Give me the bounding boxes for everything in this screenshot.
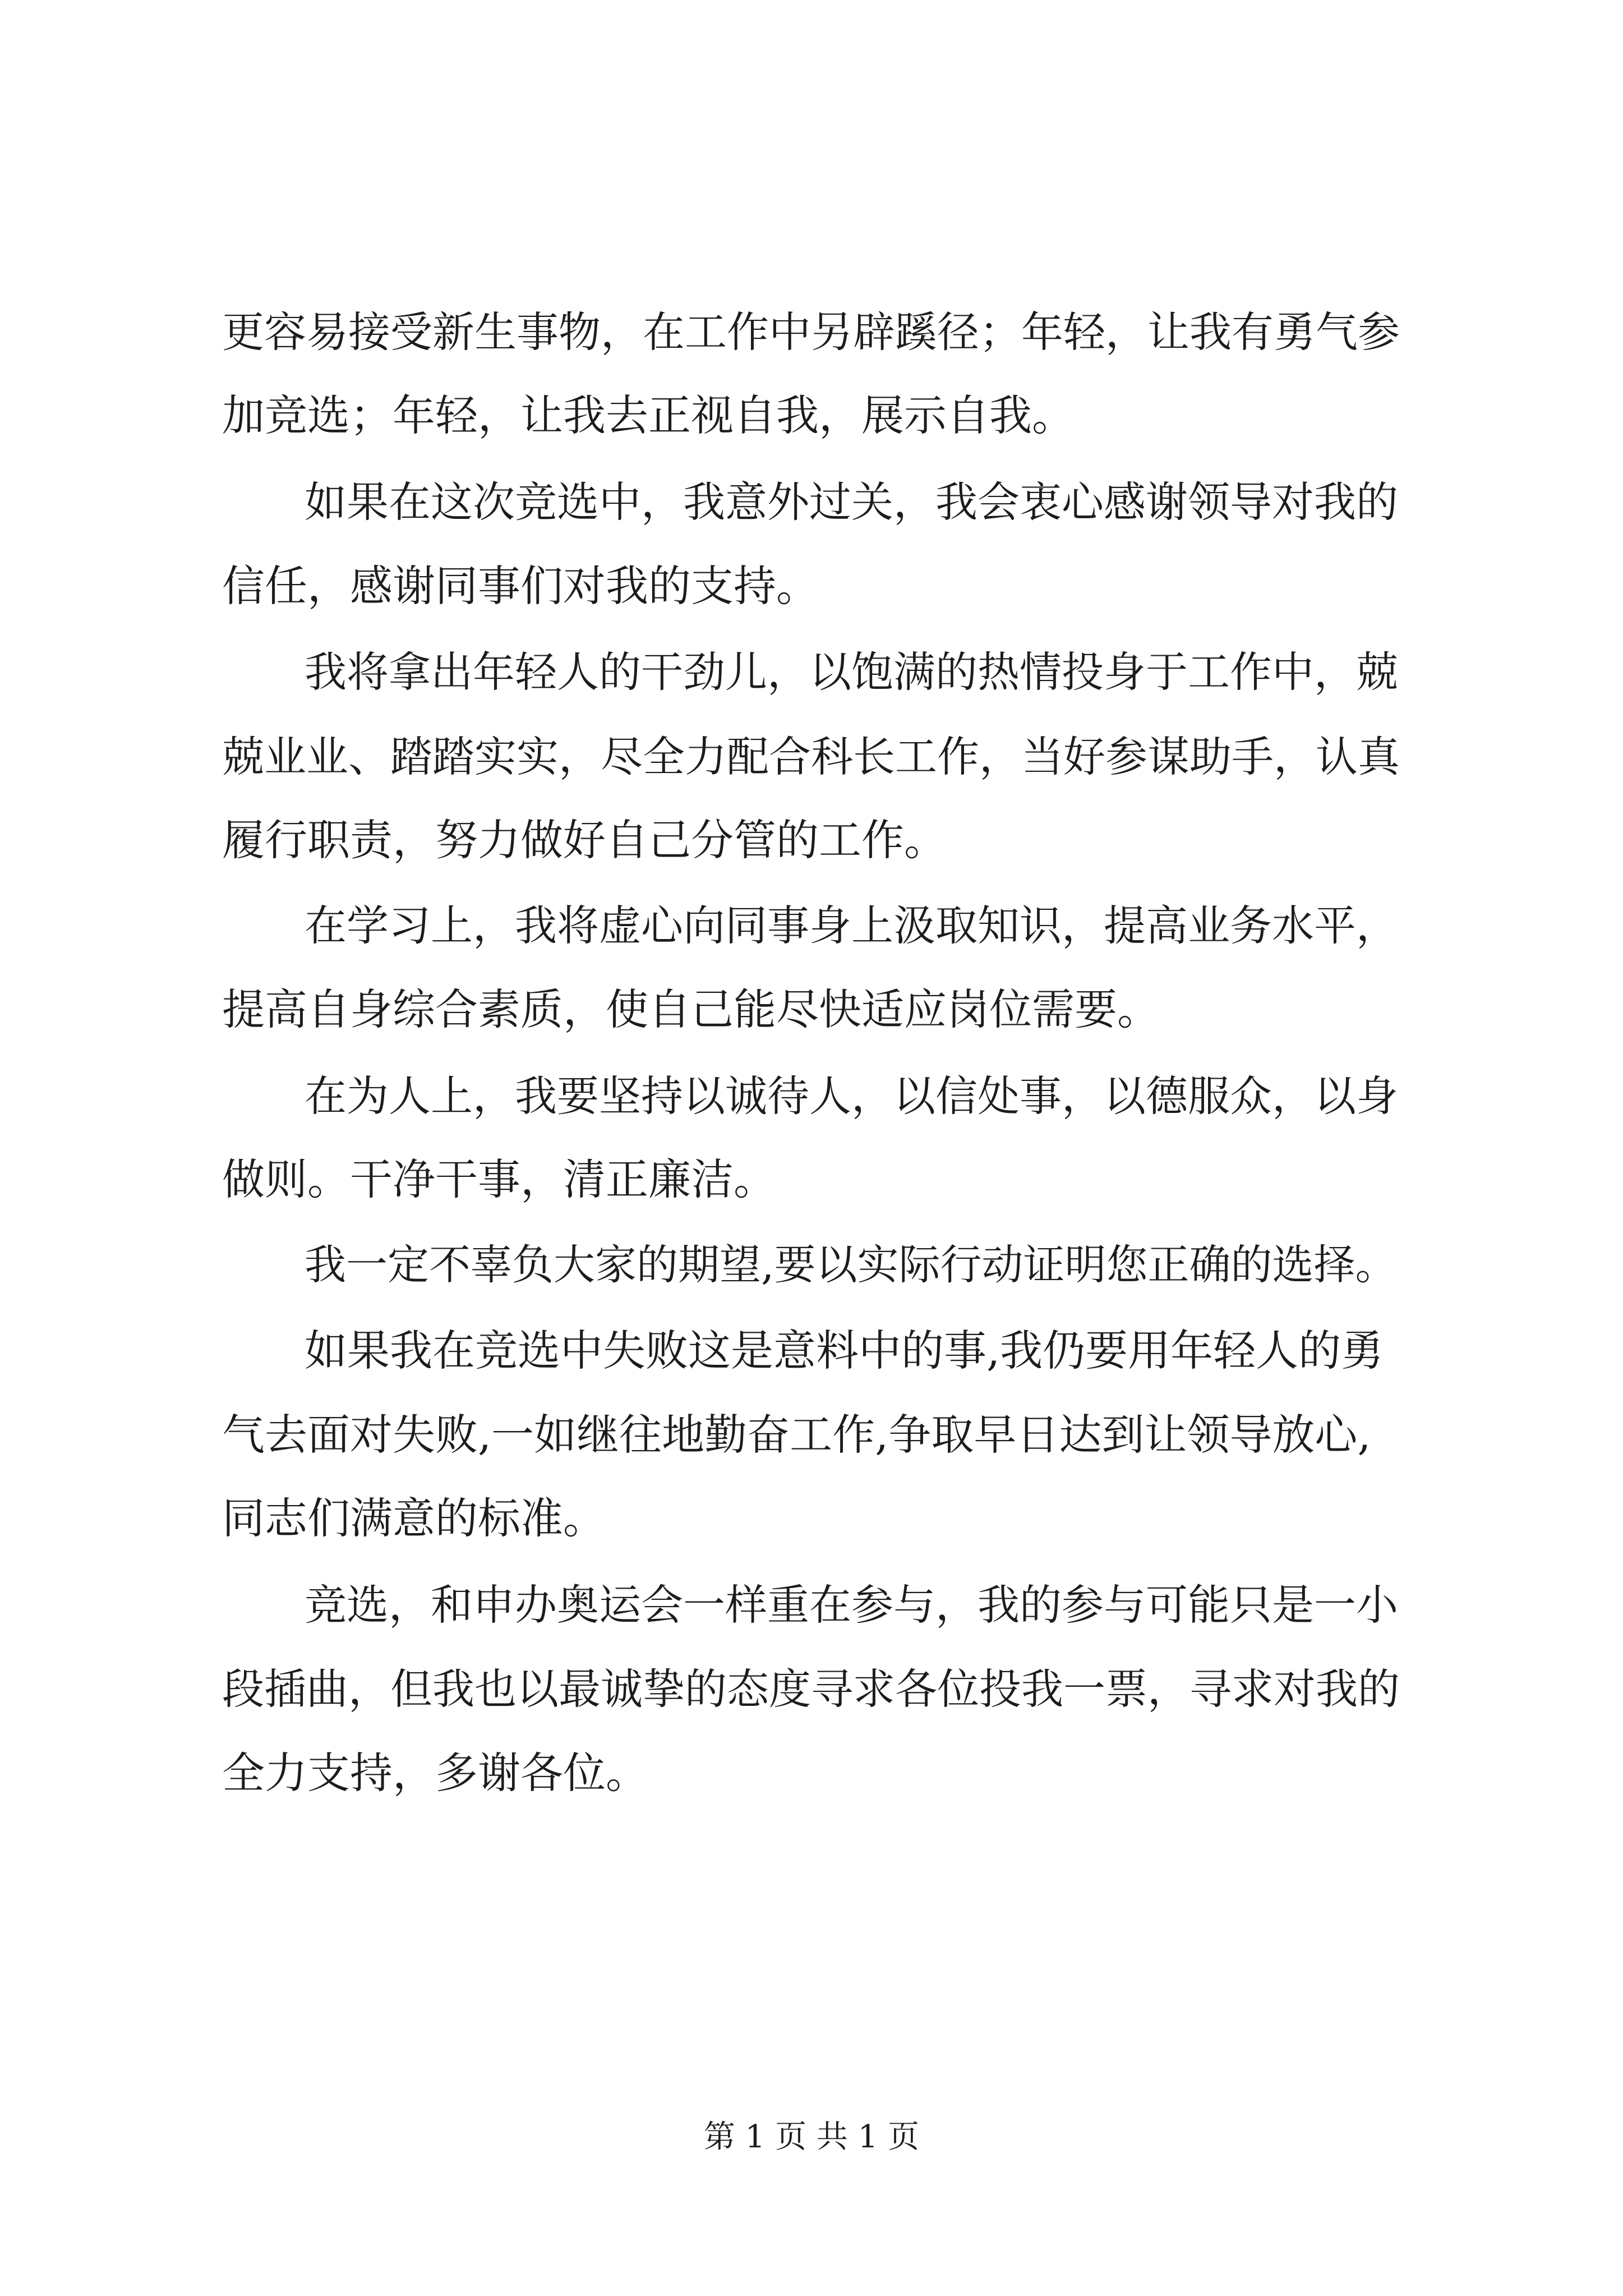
text-line: 兢业业、踏踏实实，尽全力配合科长工作，当好参谋助手，认真	[222, 732, 1400, 781]
text-line: 信任，感谢同事们对我的支持。	[222, 561, 819, 611]
text-line: 竞选，和申办奥运会一样重在参与，我的参与可能只是一小	[305, 1580, 1399, 1630]
text-line: 做则。干净干事，清正廉洁。	[222, 1154, 776, 1204]
text-line: 段插曲，但我也以最诚挚的态度寻求各位投我一票，寻求对我的	[222, 1664, 1400, 1714]
text-line: 气去面对失败,一如继往地勤奋工作,争取早日达到让领导放心,	[222, 1410, 1371, 1460]
text-line: 在为人上，我要坚持以诚待人，以信处事，以德服众，以身	[305, 1071, 1399, 1121]
text-line: 我一定不辜负大家的期望,要以实际行动证明您正确的选择。	[305, 1241, 1397, 1289]
text-line: 同志们满意的标准。	[222, 1493, 606, 1543]
text-line: 全力支持，多谢各位。	[222, 1748, 648, 1798]
text-line: 加竞选；年轻，让我去正视自我，展示自我。	[222, 390, 1075, 440]
text-line: 提高自身综合素质，使自己能尽快适应岗位需要。	[222, 984, 1160, 1034]
text-line: 履行职责，努力做好自己分管的工作。	[222, 815, 947, 865]
text-line: 如果我在竞选中失败这是意料中的事,我仍要用年轻人的勇	[305, 1326, 1384, 1375]
text-line: 更容易接受新生事物，在工作中另辟蹊径；年轻，让我有勇气参	[222, 307, 1400, 357]
text-line: 如果在这次竞选中，我意外过关，我会衷心感谢领导对我的	[305, 477, 1399, 527]
page-footer: 第 1 页 共 1 页	[703, 2119, 920, 2155]
text-line: 我将拿出年轻人的干劲儿，以饱满的热情投身于工作中，兢	[305, 647, 1399, 697]
text-line: 在学习上，我将虚心向同事身上汲取知识，提高业务水平，	[305, 901, 1399, 950]
